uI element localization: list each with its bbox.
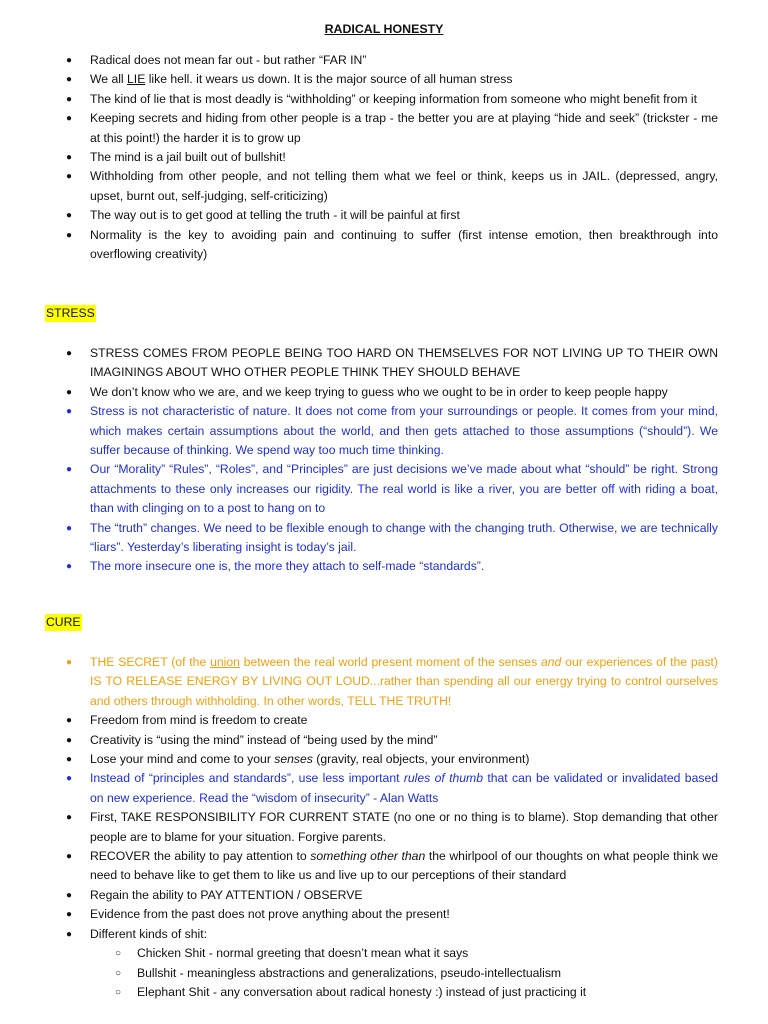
list-item: ● RECOVER the ability to pay attention to something other than the whirlpool of our thoughts on what people think we need to behave like to get them to like us and live up to our perceptions of their standard [0,847,768,886]
list-item: ● Creativity is “using the mind” instead of “being used by the mind” [0,731,768,750]
list-item: ● Radical does not mean far out - but rather “FAR IN” [0,51,768,70]
list-item: ● The more insecure one is, the more they attach to self-made “standards”. [0,557,768,576]
shit-kinds-sublist [90,944,718,1002]
stress-list [0,344,768,577]
intro-list [0,51,768,264]
list-item: ● Normality is the key to avoiding pain and continuing to suffer (first intense emotion, then breakthrough into overflowing creativity) [0,226,768,265]
list-item: ● Evidence from the past does not prove anything about the present! [0,905,768,924]
list-item: ● Stress is not characteristic of nature. It does not come from your surroundings or people. It comes from your mind, which makes certain assumptions about the world, and then gets attached to those assumptions (“should”). We suffer because of thinking. We spend way too much time thinking. [0,402,768,460]
list-item: ● The kind of lie that is most deadly is “withholding” or keeping information from someone who might benefit from it [0,90,768,109]
list-item: ● Regain the ability to PAY ATTENTION / OBSERVE [0,886,768,905]
stress-heading: STRESS [46,306,95,320]
list-item: ● Withholding from other people, and not telling them what we feel or think, keeps us in JAIL. (depressed, angry, upset, burnt out, self-judging, self-criticizing) [0,167,768,206]
list-item: ● Different kinds of shit: ○ Chicken Shit - normal greeting that doesn’t mean what it says ○ Bullshit - meaningless abstractions and generalizations, pseudo-intellectualism ○ Elephant Shit - any conversation about radical honesty :) instead of just practicing it [0,925,768,1003]
list-item: ● Instead of “principles and standards”, use less important rules of thumb that can be validated or invalidated based on new experience. Read the “wisdom of insecurity” - Alan Watts [0,769,768,808]
list-item: ● We don’t know who we are, and we keep trying to guess who we ought to be in order to keep people happy [0,383,768,402]
cure-list [0,653,768,1002]
document-title: RADICAL HONESTY [324,22,444,36]
list-item: ● The mind is a jail built out of bullshit! [0,148,768,167]
sub-list-item: ○ Bullshit - meaningless abstractions and generalizations, pseudo-intellectualism [90,964,718,983]
cure-heading: CURE [46,615,81,629]
list-item: ● THE SECRET (of the union between the real world present moment of the senses and our experiences of the past) IS TO RELEASE ENERGY BY LIVING OUT LOUD...rather than spending all our energy trying to control ourselves and others through withholding. In other words, TELL THE TRUTH! [0,653,768,711]
list-item: ● First, TAKE RESPONSIBILITY FOR CURRENT STATE (no one or no thing is to blame). Stop demanding that other people are to blame for your situation. Forgive parents. [0,808,768,847]
sub-list-item: ○ Chicken Shit - normal greeting that doesn’t mean what it says [90,944,718,963]
list-item: ● We all LIE like hell. it wears us down. It is the major source of all human stress [0,70,768,89]
list-item: ● The way out is to get good at telling the truth - it will be painful at first [0,206,768,225]
list-item: ● Our “Morality” “Rules”, “Roles”, and “Principles” are just decisions we’ve made about what “should” be right. Strong attachments to these only increases our rigidity. The real world is like a river, you are better off with riding a boat, than with clinging on to a post to hang on to [0,460,768,518]
list-item: ● Keeping secrets and hiding from other people is a trap - the better you are at playing “hide and seek” (trickster - me at this point!) the harder it is to grow up [0,109,768,148]
sub-list-item: ○ Elephant Shit - any conversation about radical honesty :) instead of just practicing it [90,983,718,1002]
list-item: ● Lose your mind and come to your senses (gravity, real objects, your environment) [0,750,768,769]
list-item: ● The “truth” changes. We need to be flexible enough to change with the changing truth. Otherwise, we are technically “liars”. Yesterday’s liberating insight is today’s jail. [0,519,768,558]
list-item: ● STRESS COMES FROM PEOPLE BEING TOO HARD ON THEMSELVES FOR NOT LIVING UP TO THEIR OWN IMAGININGS ABOUT WHO OTHER PEOPLE THINK THEY SHOULD BEHAVE [0,344,768,383]
lie-emphasis: LIE [127,72,146,87]
list-item: ● Freedom from mind is freedom to create [0,711,768,730]
